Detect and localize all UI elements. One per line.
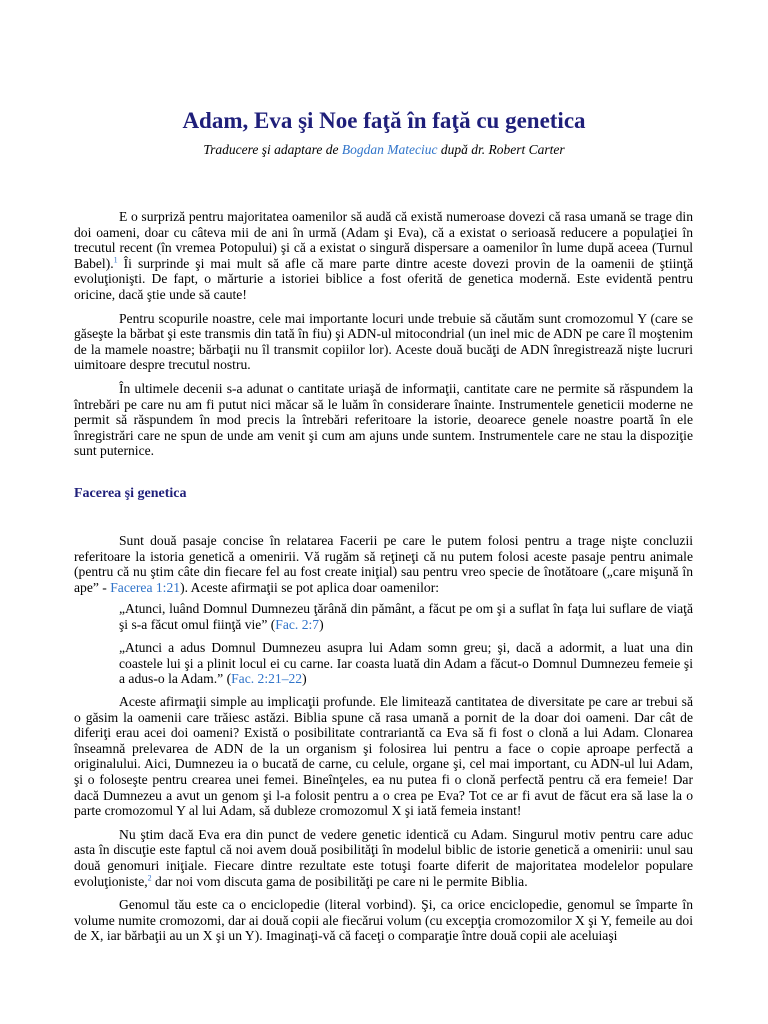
section-heading: Facerea şi genetica: [74, 486, 187, 501]
quotes-block: [119, 601, 693, 687]
quote-1-close: ): [319, 616, 324, 632]
quote-1: [119, 601, 693, 632]
bible-ref-facerea-1-21[interactable]: Facerea 1:21: [110, 579, 181, 595]
quote-2-text: „Atunci a adus Domnul Dumnezeu asupra lui Adam somn greu; şi, dacă a adormit, a luat una din coastele lui şi a plinit locul ei cu carne. Iar coasta luată din Adam a făcut-o Domnul Dumnezeu femeie şi a adus-o la Adam.” (: [119, 640, 693, 687]
section-paragraph-3: [74, 827, 693, 889]
bible-ref-fac-2-21-22[interactable]: Fac. 2:21–22: [231, 671, 303, 687]
intro-paragraph-3: În ultimele decenii s-a adunat o cantitate uriaşă de informaţii, cantitate care ne permite să răspundem la întrebări pe care nu am fi putut nici măcar să le luăm în considerare înainte. Instrumentele geneticii moderne ne permit să răspundem în mod precis la întrebări referitoare la istorie, deoarece genele noastre poartă în ele înregistrări care ne spun de unde am venit şi cum am ajuns unde suntem. Instrumentele care ne stau la dispoziţie sunt puternice.: [74, 380, 693, 459]
section-paragraph-2: Aceste afirmaţii simple au implicaţii profunde. Ele limitează cantitatea de diversitate pe care ar trebui să o găsim la oamenii care trăiesc astăzi. Biblia spune că rasa umană a pornit de la doar doi oameni. Dar cât de diferiţi erau acei doi oameni? Există o posibilitate contrariantă ca Eva să fi fost o clonă a lui Adam. Clonarea înseamnă prelevarea de ADN de la un organism şi folosirea lui pentru a face o copie aproape perfectă a originalului. Aici, Dumnezeu ia o bucată de carne, cu celule, organe şi, cel mai important, cu ADN-ul lui Adam, şi o foloseşte pentru crearea unei femei. Bineînţeles, ea nu putea fi o clonă perfectă pentru că era femeie! Dar dacă Dumnezeu a avut un genom şi l-a folosit pentru a o crea pe Eva? Tot ce ar fi avut de făcut era să lase la o parte cromozomul Y al lui Adam, să dubleze cromozomul X şi iată femeia instant!: [74, 694, 693, 819]
bible-ref-fac-2-7[interactable]: Fac. 2:7: [275, 616, 320, 632]
section-p1-text-a: Sunt două pasaje concise în relatarea Facerii pe care le putem folosi pentru a trage nişte concluzii referitoare la istoria genetică a omenirii. Vă rugăm să reţineţi că nu putem folosi aceste pasaje pentru animale (pentru că nu ştim câte din fiecare fel au fost create iniţial) sau pentru vreo specie de înotătoare („care mişună în ape” -: [74, 533, 693, 595]
section-body-2: [74, 694, 693, 944]
author-link[interactable]: Bogdan Mateciuc: [341, 142, 438, 157]
section-p1-text-b: ). Aceste afirmaţii se pot aplica doar oamenilor:: [180, 579, 440, 595]
intro-paragraph-2: Pentru scopurile noastre, cele mai importante locuri unde trebuie să căutăm sunt cromozomul Y (care se găseşte la bărbat şi este transmis din tată în fiu) şi ADN-ul mitocondrial (un inel mic de ADN pe care îl moştenim de la mamele noastre; bărbaţii nu îl transmit copiilor lor). Aceste două bucăţi de ADN înregistrează nişte lucruri uimitoare despre trecutul nostru.: [74, 310, 693, 373]
footnote-ref-1[interactable]: 1: [113, 255, 118, 265]
intro-p1-text-a: E o surpriză pentru majoritatea oamenilor să audă că există numeroase dovezi că rasa umană se trage din doi oameni, doar cu câteva mii de ani în urmă (Adam şi Eva), că a existat o serioasă reducere a populaţiei în trecutul recent (în vremea Potopului) şi că a existat o singură dispersare a oamenilor în lume după aceea (Turnul Babel).: [74, 209, 693, 271]
section-paragraph-1: [74, 533, 693, 595]
intro-paragraph-1: [74, 209, 693, 303]
section-body-1: [74, 533, 693, 595]
subtitle-suffix: după dr. Robert Carter: [437, 142, 565, 157]
subtitle-prefix: Traducere şi adaptare de: [203, 142, 342, 157]
section-p3-text-b: dar noi vom discuta gama de posibilităţi pe care ni le permite Biblia.: [151, 873, 528, 889]
document-title: Adam, Eva şi Noe faţă în faţă cu genetica: [182, 108, 586, 133]
quote-2: [119, 640, 693, 687]
section-paragraph-4: Genomul tău este ca o enciclopedie (literal vorbind). Şi, ca orice enciclopedie, genomul se împarte în volume numite cromozomi, dar ai două copii ale fiecărui volum (cu excepţia cromozomilor X şi Y, femeile au doi de X, iar bărbaţii au un X şi un Y). Imaginaţi-vă că faceţi o comparaţie între două copii ale aceluiaşi: [74, 897, 693, 944]
document-subtitle: [0, 142, 768, 158]
quote-1-text: „Atunci, luând Domnul Dumnezeu ţărână din pământ, a făcut pe om şi a suflat în faţa lui suflare de viaţă şi s-a făcut omul fiinţă vie” (: [119, 601, 693, 632]
footnote-ref-2[interactable]: 2: [147, 873, 152, 882]
intro-p1-text-b: Îi surprinde şi mai mult să afle că mare parte dintre aceste dovezi provin de la oamenii de ştiinţă evoluţionişti. De fapt, o mărturie a istoriei biblice a fost oferită de genetica modernă. Este evidentă pentru oricine, dacă ştie unde să caute!: [74, 255, 693, 302]
section-p3-text-a: Nu ştim dacă Eva era din punct de vedere genetic identică cu Adam. Singurul motiv pentru care aduc asta în discuţie este faptul că noi avem două posibilităţi în modelul biblic de istorie genetică a omenirii: unul sau două genomuri iniţiale. Fiecare dintre rezultate este totuşi foarte diferit de majoritatea modelelor populare evoluţioniste,: [74, 826, 693, 889]
quote-2-close: ): [302, 671, 307, 687]
intro-section: [74, 209, 693, 459]
